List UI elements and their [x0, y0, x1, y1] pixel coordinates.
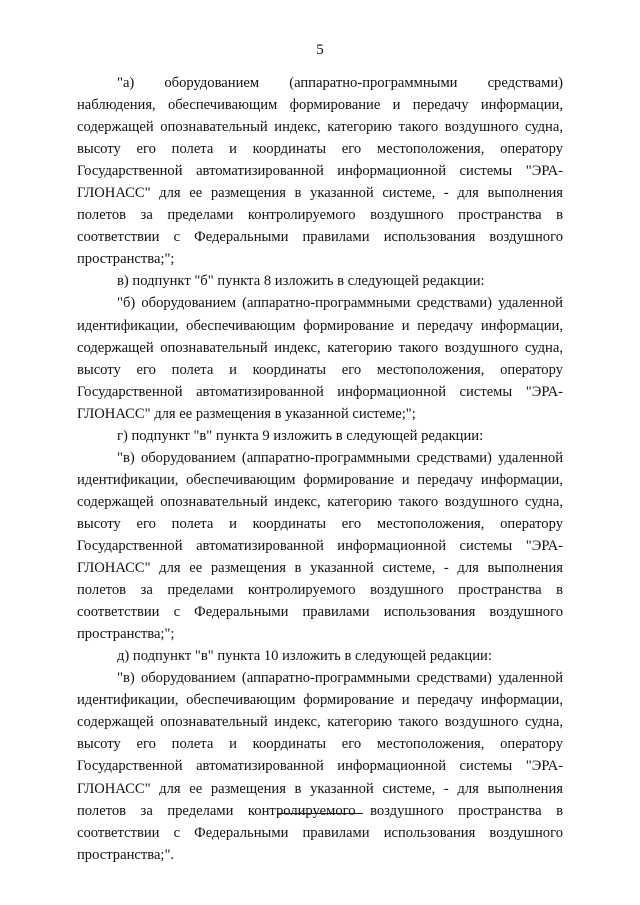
- paragraph-instruction-d: д) подпункт "в" пункта 10 изложить в следующей редакции:: [117, 648, 492, 665]
- paragraph-instruction-g: г) подпункт "в" пункта 9 изложить в следующей редакции:: [117, 427, 484, 444]
- paragraph-amendment-a: "а) оборудованием (аппаратно-программными средствами) наблюдения, обеспечивающим формирование и передачу информации, содержащей опознавательный индекс, категорию такого воздушного судна, высоту его полета и координаты его местоположения, оператору Государственной автоматизированной информационной системы "ЭРА-ГЛОНАСС" для ее размещения в указанной системе, - для выполнения полетов за пределами контролируемого воздушного пространства в соответствии с Федеральными правилами использования воздушного пространства;";: [77, 75, 563, 268]
- paragraph-amendment-v-item-10: "в) оборудованием (аппаратно-программными средствами) удаленной идентификации, обеспечивающим формирование и передачу информации, содержащей опознавательный индекс, категорию такого воздушного судна, высоту его полета и координаты его местоположения, оператору Государственной автоматизированной информационной системы "ЭРА-ГЛОНАСС" для ее размещения в указанной системе, - для выполнения полетов за пределами контролируемого воздушного пространства в соответствии с Федеральными правилами использования воздушного пространства;".: [77, 670, 563, 863]
- paragraph-amendment-v-item-9: "в) оборудованием (аппаратно-программными средствами) удаленной идентификации, обеспечивающим формирование и передачу информации, содержащей опознавательный индекс, категорию такого воздушного судна, высоту его полета и координаты его местоположения, оператору Государственной автоматизированной информационной системы "ЭРА-ГЛОНАСС" для ее размещения в указанной системе, - для выполнения полетов за пределами контролируемого воздушного пространства в соответствии с Федеральными правилами использования воздушного пространства;";: [77, 449, 563, 643]
- page-number: 5: [316, 42, 324, 58]
- document-body: [77, 72, 563, 866]
- paragraph-amendment-b: "б) оборудованием (аппаратно-программными средствами) удаленной идентификации, обеспечивающим формирование и передачу информации, содержащей опознавательный индекс, категорию такого воздушного судна, высоту его полета и координаты его местоположения, оператору Государственной автоматизированной информационной системы "ЭРА-ГЛОНАСС" для ее размещения в указанной системе;";: [77, 295, 563, 422]
- end-separator-line: [277, 813, 363, 814]
- paragraph-instruction-v: в) подпункт "б" пункта 8 изложить в следующей редакции:: [117, 273, 485, 290]
